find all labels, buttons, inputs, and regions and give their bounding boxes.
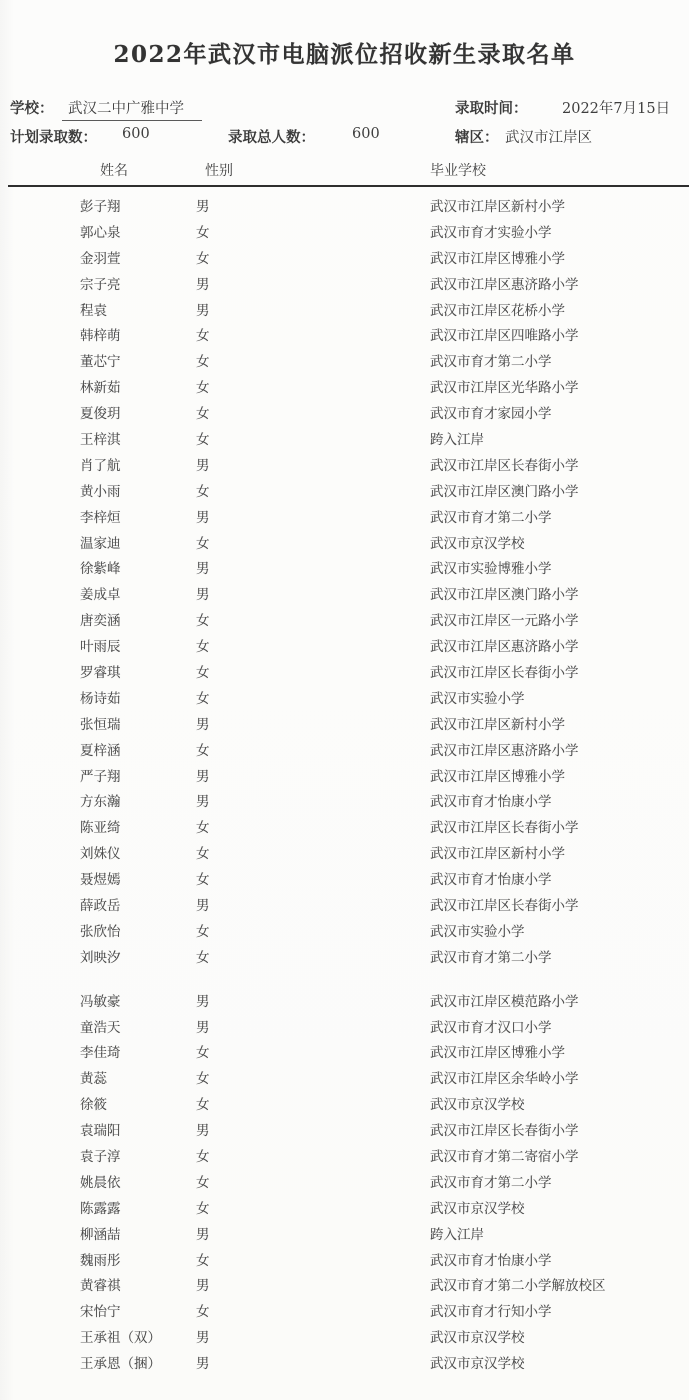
name-cell: 徐紫峰 (80, 561, 121, 578)
table-row (0, 684, 689, 710)
name-cell: 王梓淇 (80, 431, 121, 448)
gender-cell: 女 (196, 923, 210, 940)
district-label: 辖区： (455, 129, 499, 146)
name-cell: 叶雨辰 (80, 639, 121, 656)
total-count-label: 录取总人数： (228, 129, 315, 146)
district-value: 武汉市江岸区 (505, 130, 592, 146)
name-cell: 徐筱 (80, 1097, 107, 1114)
name-cell: 王承祖（双） (80, 1330, 161, 1347)
table-row (0, 218, 689, 244)
school-cell: 武汉市育才行知小学 (430, 1304, 552, 1321)
gender-cell: 女 (196, 1071, 210, 1088)
gender-cell: 女 (196, 846, 210, 863)
table-row (0, 710, 689, 736)
name-cell: 姚晨依 (80, 1174, 121, 1191)
school-cell: 武汉市江岸区长春街小学 (430, 1123, 579, 1140)
row-gap (0, 969, 689, 987)
gender-cell: 女 (196, 406, 210, 423)
table-row (0, 1142, 689, 1168)
table-row (0, 529, 689, 555)
name-cell: 童浩天 (80, 1019, 121, 1036)
column-header-gender: 性别 (205, 163, 233, 179)
school-cell: 武汉市江岸区博雅小学 (430, 768, 565, 785)
table-row (0, 554, 689, 580)
table-row (0, 839, 689, 865)
school-cell: 武汉市江岸区惠济路小学 (430, 639, 579, 656)
school-cell: 武汉市育才第二寄宿小学 (430, 1149, 579, 1165)
page-title: 2022年武汉市电脑派位招收新生录取名单 (113, 41, 576, 68)
gender-cell: 女 (196, 1200, 210, 1217)
gender-cell: 男 (196, 1356, 210, 1373)
table-row (0, 987, 689, 1013)
gender-cell: 女 (196, 1149, 210, 1165)
gender-cell: 男 (196, 587, 210, 604)
school-cell: 武汉市育才怡康小学 (430, 1252, 552, 1269)
school-cell: 武汉市江岸区惠济路小学 (430, 742, 579, 759)
plan-count-label: 计划录取数： (10, 129, 97, 146)
school-cell: 武汉市江岸区长春街小学 (430, 820, 579, 837)
table-row (0, 192, 689, 218)
name-cell: 刘姝仪 (80, 846, 121, 863)
gender-cell: 男 (196, 198, 210, 215)
school-cell: 武汉市育才第二小学 (430, 949, 552, 966)
name-cell: 袁子淳 (80, 1149, 121, 1165)
gender-cell: 女 (196, 1252, 210, 1269)
school-cell: 武汉市江岸区光华路小学 (430, 380, 579, 397)
table-row (0, 1013, 689, 1039)
plan-count-value: 600 (122, 126, 150, 142)
name-cell: 刘映汐 (80, 949, 121, 966)
gender-cell: 女 (196, 431, 210, 448)
school-cell: 武汉市育才怡康小学 (430, 872, 552, 889)
gender-cell: 男 (196, 1330, 210, 1347)
school-cell: 武汉市京汉学校 (430, 1356, 525, 1373)
table-row (0, 1349, 689, 1375)
school-value: 武汉二中广雅中学 (62, 97, 202, 121)
name-cell: 张恒瑞 (80, 716, 121, 733)
header-divider-line (8, 185, 689, 187)
school-cell: 武汉市实验博雅小学 (430, 561, 552, 578)
name-cell: 程袁 (80, 302, 107, 319)
gender-cell: 女 (196, 1045, 210, 1062)
table-row (0, 347, 689, 373)
name-cell: 严子翔 (80, 768, 121, 785)
table-row (0, 917, 689, 943)
name-cell: 黄蕊 (80, 1071, 107, 1088)
school-cell: 武汉市京汉学校 (430, 1097, 525, 1114)
school-cell: 武汉市实验小学 (430, 923, 525, 940)
school-cell: 武汉市江岸区澳门路小学 (430, 587, 579, 604)
table-row (0, 1090, 689, 1116)
gender-cell: 男 (196, 509, 210, 526)
name-cell: 张欣怡 (80, 923, 121, 940)
school-cell: 武汉市江岸区博雅小学 (430, 250, 565, 267)
school-cell: 武汉市江岸区一元路小学 (430, 613, 579, 630)
gender-cell: 女 (196, 742, 210, 759)
table-row (0, 244, 689, 270)
gender-cell: 女 (196, 354, 210, 371)
gender-cell: 男 (196, 1019, 210, 1036)
name-cell: 董芯宁 (80, 354, 121, 371)
table-row (0, 580, 689, 606)
gender-cell: 男 (196, 457, 210, 474)
admit-time-label: 录取时间： (455, 100, 528, 117)
table-row (0, 762, 689, 788)
school-cell: 武汉市育才第二小学解放校区 (430, 1278, 606, 1295)
name-cell: 姜成卓 (80, 587, 121, 604)
name-cell: 温家迪 (80, 535, 121, 552)
school-cell: 武汉市江岸区长春街小学 (430, 457, 579, 474)
table-row (0, 1194, 689, 1220)
name-cell: 林新茹 (80, 380, 121, 397)
gender-cell: 女 (196, 949, 210, 966)
school-cell: 武汉市京汉学校 (430, 1330, 525, 1347)
school-cell: 武汉市江岸区长春街小学 (430, 897, 579, 914)
table-row (0, 451, 689, 477)
table-row (0, 1039, 689, 1065)
table-row (0, 787, 689, 813)
table-row (0, 658, 689, 684)
gender-cell: 女 (196, 1097, 210, 1114)
school-cell: 武汉市江岸区长春街小学 (430, 664, 579, 681)
gender-cell: 男 (196, 561, 210, 578)
name-cell: 聂煜嫣 (80, 872, 121, 889)
school-cell: 武汉市江岸区模范路小学 (430, 993, 579, 1010)
table-row (0, 891, 689, 917)
table-row (0, 1272, 689, 1298)
name-cell: 冯敏豪 (80, 993, 121, 1010)
name-cell: 夏梓涵 (80, 742, 121, 759)
table-row (0, 503, 689, 529)
table-row (0, 321, 689, 347)
name-cell: 袁瑞阳 (80, 1123, 121, 1140)
table-row (0, 943, 689, 969)
column-header-name: 姓名 (100, 163, 128, 179)
name-cell: 柳涵喆 (80, 1226, 121, 1243)
school-cell: 武汉市江岸区花桥小学 (430, 302, 565, 319)
table-row (0, 1220, 689, 1246)
gender-cell: 男 (196, 302, 210, 319)
name-cell: 宗子亮 (80, 276, 121, 293)
name-cell: 王承恩（捆） (80, 1356, 161, 1373)
school-cell: 武汉市实验小学 (430, 690, 525, 707)
gender-cell: 男 (196, 1123, 210, 1140)
name-cell: 魏雨彤 (80, 1252, 121, 1269)
school-cell: 跨入江岸 (430, 1226, 484, 1243)
gender-cell: 女 (196, 613, 210, 630)
school-cell: 武汉市育才第二小学 (430, 1174, 552, 1191)
gender-cell: 男 (196, 1278, 210, 1295)
table-row (0, 1168, 689, 1194)
name-cell: 李佳琦 (80, 1045, 121, 1062)
table-row (0, 399, 689, 425)
school-cell: 武汉市育才第二小学 (430, 354, 552, 371)
table-row (0, 477, 689, 503)
name-cell: 唐奕涵 (80, 613, 121, 630)
name-cell: 黄小雨 (80, 483, 121, 500)
school-label: 学校： (10, 100, 54, 117)
table-row (0, 425, 689, 451)
gender-cell: 女 (196, 224, 210, 241)
name-cell: 方东瀚 (80, 794, 121, 811)
table-row (0, 606, 689, 632)
table-body (0, 192, 689, 1375)
school-cell: 武汉市育才怡康小学 (430, 794, 552, 811)
name-cell: 宋怡宁 (80, 1304, 121, 1321)
gender-cell: 女 (196, 1174, 210, 1191)
gender-cell: 男 (196, 1226, 210, 1243)
school-cell: 武汉市江岸区新村小学 (430, 198, 565, 215)
gender-cell: 男 (196, 276, 210, 293)
name-cell: 李梓烜 (80, 509, 121, 526)
school-cell: 武汉市江岸区余华岭小学 (430, 1071, 579, 1088)
gender-cell: 女 (196, 639, 210, 656)
table-row (0, 736, 689, 762)
name-cell: 彭子翔 (80, 198, 121, 215)
name-cell: 薛政岳 (80, 897, 121, 914)
table-row (0, 296, 689, 322)
school-cell: 武汉市江岸区新村小学 (430, 716, 565, 733)
gender-cell: 男 (196, 993, 210, 1010)
name-cell: 金羽萱 (80, 250, 121, 267)
school-cell: 武汉市京汉学校 (430, 535, 525, 552)
name-cell: 黄睿祺 (80, 1278, 121, 1295)
name-cell: 陈亚绮 (80, 820, 121, 837)
table-row (0, 1116, 689, 1142)
gender-cell: 女 (196, 483, 210, 500)
gender-cell: 女 (196, 535, 210, 552)
school-cell: 武汉市京汉学校 (430, 1200, 525, 1217)
gender-cell: 男 (196, 794, 210, 811)
name-cell: 肖了航 (80, 457, 121, 474)
gender-cell: 女 (196, 664, 210, 681)
name-cell: 罗睿琪 (80, 664, 121, 681)
school-cell: 武汉市江岸区四唯路小学 (430, 328, 579, 345)
name-cell: 陈露露 (80, 1200, 121, 1217)
admit-time-value: 2022年7月15日 (562, 101, 671, 117)
name-cell: 韩梓萌 (80, 328, 121, 345)
gender-cell: 男 (196, 897, 210, 914)
school-cell: 武汉市江岸区博雅小学 (430, 1045, 565, 1062)
school-cell: 武汉市江岸区澳门路小学 (430, 483, 579, 500)
school-cell: 武汉市江岸区惠济路小学 (430, 276, 579, 293)
gender-cell: 女 (196, 872, 210, 889)
name-cell: 夏俊玥 (80, 406, 121, 423)
school-cell: 武汉市育才第二小学 (430, 509, 552, 526)
gender-cell: 男 (196, 768, 210, 785)
gender-cell: 女 (196, 380, 210, 397)
name-cell: 郭心泉 (80, 224, 121, 241)
table-row (0, 813, 689, 839)
school-cell: 武汉市育才实验小学 (430, 224, 552, 241)
table-row (0, 1297, 689, 1323)
table-row (0, 1064, 689, 1090)
gender-cell: 女 (196, 820, 210, 837)
school-cell: 武汉市育才汉口小学 (430, 1019, 552, 1036)
gender-cell: 女 (196, 328, 210, 345)
gender-cell: 男 (196, 716, 210, 733)
column-header-school: 毕业学校 (430, 163, 486, 179)
table-row (0, 270, 689, 296)
gender-cell: 女 (196, 250, 210, 267)
gender-cell: 女 (196, 690, 210, 707)
table-row (0, 1246, 689, 1272)
table-row (0, 632, 689, 658)
table-row (0, 1323, 689, 1349)
table-row (0, 373, 689, 399)
school-cell: 跨入江岸 (430, 431, 484, 448)
total-count-value: 600 (352, 126, 380, 142)
school-cell: 武汉市育才家园小学 (430, 406, 552, 423)
table-row (0, 865, 689, 891)
gender-cell: 女 (196, 1304, 210, 1321)
school-cell: 武汉市江岸区新村小学 (430, 846, 565, 863)
name-cell: 杨诗茹 (80, 690, 121, 707)
